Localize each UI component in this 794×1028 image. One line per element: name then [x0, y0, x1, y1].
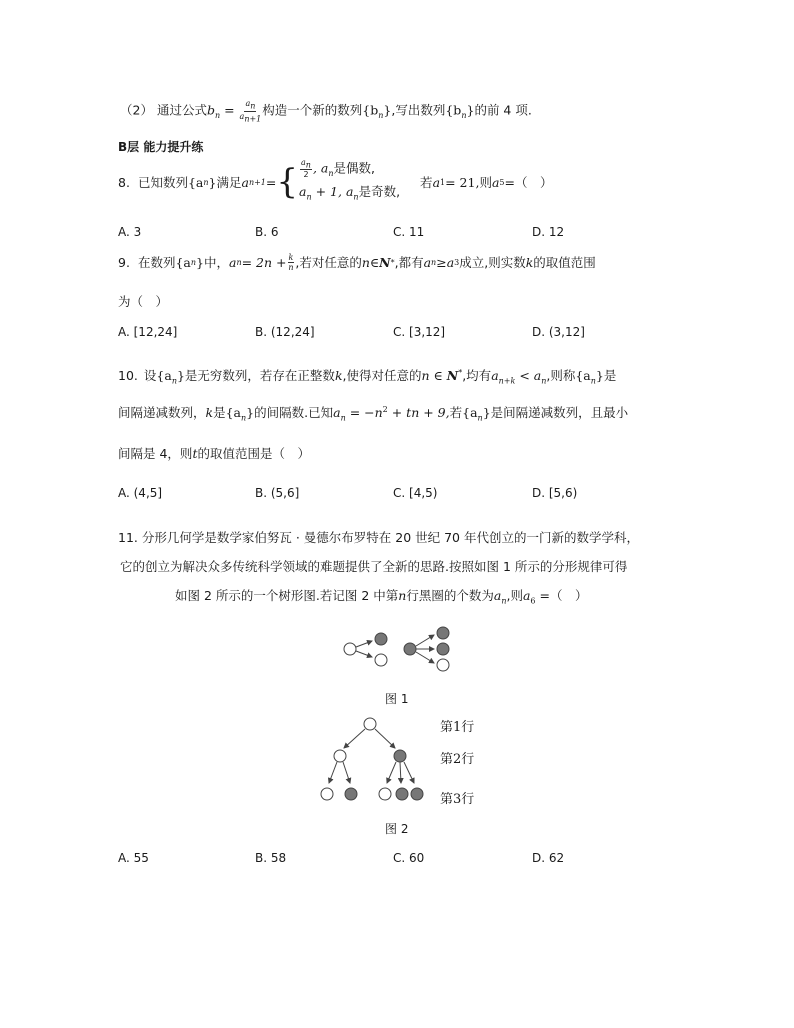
question-11-line3: 如图 2 所示的一个树形图.若记图 2 中第n行黑圈的个数为$a_n$,则$a_6$ =（ ）: [175, 588, 588, 606]
fraction: $\frac{a_n}{a_{n+1}}$: [239, 99, 262, 124]
fig1-root-gray: [404, 643, 416, 655]
figure-1-label: 图 1: [385, 692, 409, 706]
fractal-figure-2-tree: [310, 710, 440, 810]
tree-row3-gray: [396, 788, 408, 800]
tree-row3-gray: [411, 788, 423, 800]
tree-row3-gray: [345, 788, 357, 800]
option-d[interactable]: D. 62: [532, 851, 565, 865]
figure-2-label: 图 2: [385, 822, 409, 836]
option-d[interactable]: D. 12: [532, 225, 565, 239]
fig1-child-white: [437, 659, 449, 671]
option-d[interactable]: D. [5,6): [532, 486, 578, 500]
fig1-child-gray: [375, 633, 387, 645]
fig1-child-white: [375, 654, 387, 666]
row-label-1: 第1行: [440, 720, 475, 735]
tree-row3-white: [321, 788, 333, 800]
question-8: 8. 已知数列 {a n } 满足 a n+1 = { $\frac{a_n}{2}$ , $a_n$是偶数, $a_n + 1$, $a_n$是奇数, 若 a 1 = 21, 则 a 5 =（ ）: [118, 162, 552, 202]
tree-row3-white: [379, 788, 391, 800]
option-a[interactable]: A. (4,5]: [118, 486, 163, 500]
question-10-line2: 间隔递减数列，k是$\{a_n\}$的间隔数.已知$a_n = -n^2$ + tn + 9,若$\{a_n\}$是间隔递减数列，且最小: [118, 404, 629, 423]
fig1-child-gray: [437, 627, 449, 639]
question-10-line3: 间隔是 4，则t的取值范围是（ ）: [118, 446, 310, 461]
option-a[interactable]: A. 55: [118, 851, 149, 865]
option-c[interactable]: C. [3,12]: [393, 325, 446, 339]
fig1-child-gray: [437, 643, 449, 655]
option-a[interactable]: A. [12,24]: [118, 325, 178, 339]
question-number: 8.: [118, 174, 130, 190]
piecewise-definition: { $\frac{a_n}{2}$ , $a_n$是偶数, $a_n + 1$, $a_n$是奇数,: [276, 157, 401, 202]
question-number: 10.: [118, 368, 138, 383]
part-number: （2）: [120, 102, 153, 118]
question-10: 10. 设$\{a_n\}$是无穷数列，若存在正整数k,使得对任意的n ∈ N*,均有$a_{n+k} < a_n$,则称$\{a_n\}$是: [118, 367, 617, 386]
section-title: B层 能力提升练: [118, 140, 204, 154]
option-c[interactable]: C. [4,5): [393, 486, 438, 500]
option-c[interactable]: C. 11: [393, 225, 425, 239]
question-9: 9. 在数列 {a n } 中， a n = 2n + $\frac{k}{n}$ ,若对任意的 n ∈ N * ,都有 a n ≥ a 3 成立,则实数 k 的取值范围: [118, 252, 596, 272]
question-11-line1: 11. 分形几何学是数学家伯努瓦 · 曼德尔布罗特在 20 世纪 70 年代创立的一门新的数学学科，: [118, 530, 639, 545]
question-part-2: （2） 通过公式$b_n$ = $\frac{a_n}{a_{n+1}}$ 构造一个新的数列$\{b_n\}$,写出数列$\{b_n\}$的前 4 项.: [120, 99, 532, 124]
option-b[interactable]: B. (5,6]: [255, 486, 300, 500]
question-9-line2: 为（ ）: [118, 294, 169, 309]
fractal-figure-1: [330, 620, 470, 680]
tree-row1-white: [364, 718, 376, 730]
row-label-3: 第3行: [440, 792, 475, 807]
tree-row2-gray: [394, 750, 406, 762]
option-b[interactable]: B. 58: [255, 851, 287, 865]
row-label-2: 第2行: [440, 752, 475, 767]
option-d[interactable]: D. (3,12]: [532, 325, 585, 339]
option-c[interactable]: C. 60: [393, 851, 425, 865]
option-b[interactable]: B. 6: [255, 225, 279, 239]
fig1-root-white: [344, 643, 356, 655]
option-b[interactable]: B. (12,24]: [255, 325, 315, 339]
option-a[interactable]: A. 3: [118, 225, 142, 239]
question-number: 9.: [118, 254, 130, 270]
question-11-line2: 它的创立为解决众多传统科学领域的难题提供了全新的思路.按照如图 1 所示的分形规律可得: [120, 559, 628, 574]
tree-row2-white: [334, 750, 346, 762]
